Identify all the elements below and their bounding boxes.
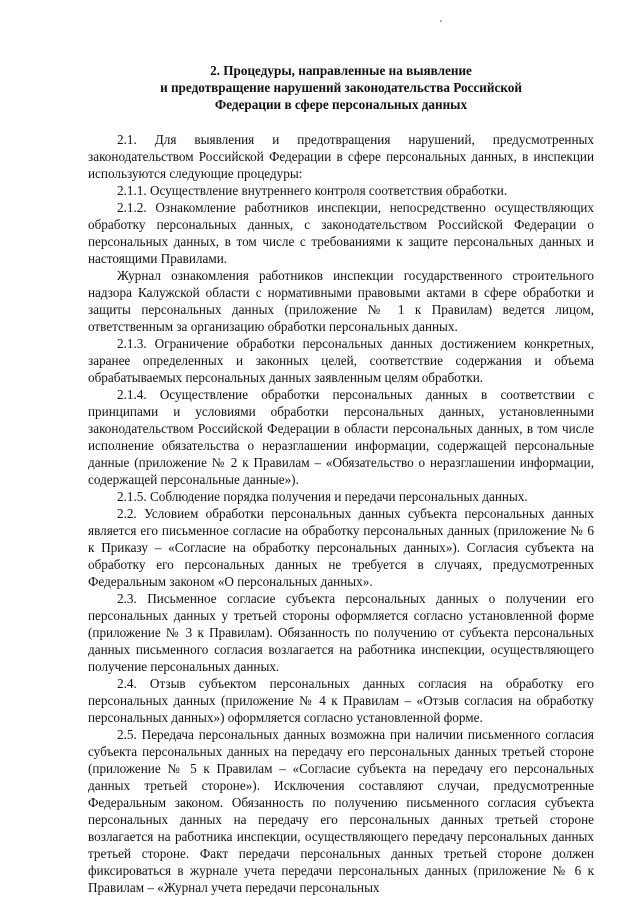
paragraph-2-1-4: 2.1.4. Осуществление обработки персональных данных в соответствии с принципами и условиями обработки персональных данных, установленными законодательством Российской Федерации в области персональных данных, в том числе исполнение обязательства о неразглашении информации, содержащей персональные данные (приложение № 2 к Правилам – «Обязательство о неразглашении информации, содержащей персональные данные»). bbox=[88, 387, 594, 487]
paragraph-2-1-5: 2.1.5. Соблюдение порядка получения и передачи персональных данных. bbox=[117, 489, 528, 504]
section-heading bbox=[88, 62, 594, 113]
paragraph-2-1-2: 2.1.2. Ознакомление работников инспекции, непосредственно осуществляющих обработку персональных данных, с законодательством Российской Федерации о персональных данных, в том числе с требованиями к защите персональных данных и настоящими Правилами. bbox=[88, 200, 594, 266]
paragraph-2-5: 2.5. Передача персональных данных возможна при наличии письменного согласия субъекта персональных данных на передачу его персональных данных третьей стороне (приложение № 5 к Правилам – «Согласие субъекта на передачу его персональных данных третьей стороне»). Исключения составляют случаи, предусмотренные Федеральным законом. Обязанность по получению письменного согласия субъекта персональных данных на передачу его персональных данных третьей стороне возлагается на работника инспекции, осуществляющего передачу персональных данных третьей стороне. Факт передачи персональных данных третьей стороне должен фиксироваться в журнале учета передачи персональных данных (приложение № 6 к Правилам – «Журнал учета передачи персональных bbox=[88, 727, 594, 895]
paragraph-2-1-3: 2.1.3. Ограничение обработки персональных данных достижением конкретных, заранее определенных и законных целей, соответствие содержания и объема обрабатываемых персональных данных заявленным целям обработки. bbox=[88, 336, 594, 385]
heading-line-1: 2. Процедуры, направленные на выявление bbox=[210, 63, 472, 78]
paragraph-2-1-1: 2.1.1. Осуществление внутреннего контроля соответствия обработки. bbox=[117, 183, 508, 198]
paragraph-journal: Журнал ознакомления работников инспекции государственного строительного надзора Калужской области с нормативными правовыми актами в сфере обработки и защиты персональных данных (приложение № 1 к Правилам) ведется лицом, ответственным за организацию обработки персональных данных. bbox=[88, 268, 594, 334]
paragraph-2-2: 2.2. Условием обработки персональных данных субъекта персональных данных является его письменное согласие на обработку персональных данных (приложение № 6 к Приказу – «Согласие на обработку персональных данных»). Согласия субъекта на обработку его персональных данных не требуется в случаях, предусмотренных Федеральным законом «О персональных данных». bbox=[88, 506, 594, 589]
paragraph-2-4: 2.4. Отзыв субъектом персональных данных согласия на обработку его персональных данных (приложение № 4 к Правилам – «Отзыв согласия на обработку персональных данных») оформляется согласно установленной форме. bbox=[88, 676, 594, 725]
document-page bbox=[88, 62, 594, 896]
paragraph-2-3: 2.3. Письменное согласие субъекта персональных данных о получении его персональных данных у третьей стороны оформляется согласно установленной форме (приложение № 3 к Правилам). Обязанность по получению от субъекта персональных данных письменного согласия возлагается на работника инспекции, осуществляющего получение персональных данных. bbox=[88, 591, 594, 674]
heading-line-2: и предотвращение нарушений законодательства Российской bbox=[160, 80, 522, 95]
paragraph-2-1: 2.1. Для выявления и предотвращения нарушений, предусмотренных законодательством Российской Федерации в сфере персональных данных, в инспекции используются следующие процедуры: bbox=[88, 132, 594, 181]
heading-line-3: Федерации в сфере персональных данных bbox=[214, 97, 468, 112]
scan-speck bbox=[440, 20, 442, 22]
